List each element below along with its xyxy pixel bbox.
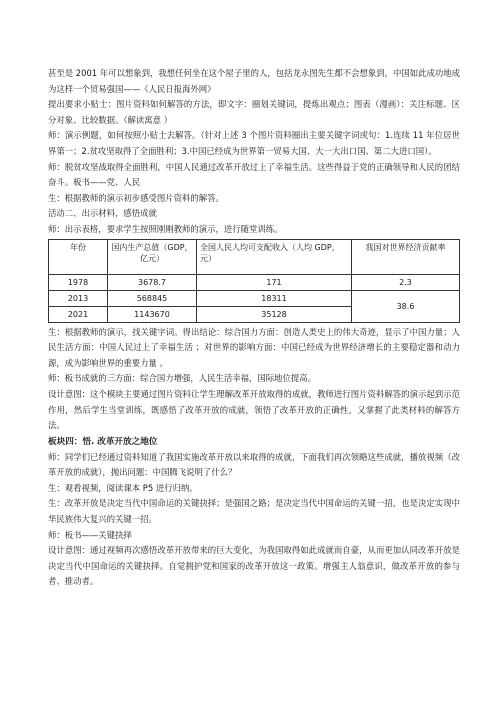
document-page — [48, 66, 460, 590]
table-row — [49, 290, 460, 306]
paragraph: 设计意图：通过视频再次感悟改革开放带来的巨大变化，为我国取得如此成就而自豪，从而更加认同改革开放是决定当代中国命运的关键抉择。自觉拥护党和国家的改革开放这一政策。增强主人翁意识，做改革开放的参与者、推动者。 — [48, 545, 460, 587]
section-heading: 板块四：悟. 改革开放之地位 — [48, 436, 158, 447]
data-table — [48, 239, 460, 323]
paragraph: 生：根据教师的演示初步感受图片资料的解答。 — [48, 192, 224, 203]
paragraph: 师：板书成就的三方面：综合国力增强，人民生活幸福，国际地位提高。 — [48, 373, 316, 384]
table-header-cell: 年份 — [49, 239, 108, 274]
table-header-row — [49, 239, 460, 274]
table-cell: 18311 — [197, 290, 352, 306]
table-header-cell: 我国对世界经济贡献率 — [352, 239, 460, 274]
table-cell: 2013 — [49, 290, 108, 306]
table-cell: 1978 — [49, 274, 108, 290]
table-cell: 3678.7 — [108, 274, 197, 290]
paragraph: 师：同学们已经通过资料知道了我国实施改革开放以来取得的成就，下面我们再次领略这些成就，播放视频（改革开放的成就），抛出问题：中国腾飞说明了什么？ — [48, 451, 460, 478]
paragraph: 甚至是 2001 年可以想象到，我想任何坐在这个屋子里的人，包括龙永图先生都不会想象到，中国如此成功地成为这样一个贸易强国——《人民日报海外网》 — [48, 68, 460, 94]
paragraph: 提出要求小贴士：图片资料如何解答的方法，即文字：圈划关键词，提炼出观点；图表（漫画）：关注标题、区分对象、比较数据。（解读寓意 ） — [48, 99, 460, 125]
paragraph: 师：演示例题，如何按照小贴士去解答。（针对上述 3 个图片资料圈出主要关键字词或句：1.连续 11 年位居世界第一；2.贫攻坚取得了全面胜利；3.中国已经成为世界第一贸易大国、大一大出口国、第二大进口国）。 — [48, 130, 460, 156]
table-cell: 2.3 — [352, 274, 460, 290]
paragraph: 师：出示表格，要求学生按照刚刚教师的演示，进行随堂训练。 — [48, 223, 283, 234]
paragraph: 生：根据教师的演示，找关键字词。得出结论：综合国力方面：创造人类史上的伟大奇迹，显示了中国力量；人民生活方面：中国人民过上了幸福生活 ；对世界的影响方面：中国已经成为世界经济增长的主要稳定器和动力源，成为影响世界的重要力量 。 — [48, 326, 460, 368]
paragraph: 师：板书——关键抉择 — [48, 529, 132, 540]
table-cell: 2021 — [49, 306, 108, 322]
table-cell: 171 — [197, 274, 352, 290]
table-cell: 1143670 — [108, 306, 197, 322]
table-header-cell: 全国人民人均可支配收入（人均 GDP，元） — [197, 239, 352, 274]
paragraph: 生：改革开放是决定当代中国命运的关键抉择；是强国之路；是决定当代中国命运的关键一招，也是决定实现中华民族伟大复兴的关键一招。 — [48, 498, 460, 525]
table-cell: 38.6 — [352, 290, 460, 322]
table-row — [49, 274, 460, 290]
activity-title: 活动二、出示材料，感悟成就 — [48, 208, 157, 219]
paragraph: 设计意图：这个模块主要通过图片资料让学生理解改革开放取得的成就，教师进行图片资料解答的演示起到示范作用，然后学生当堂训练，既感悟了改革开放的成就，领悟了改革开放的正确性，又掌握了此类材料的解答方法。 — [48, 388, 460, 431]
table-cell: 568845 — [108, 290, 197, 306]
table-header-cell: 国内生产总值（GDP，亿元） — [108, 239, 197, 274]
table-cell: 35128 — [197, 306, 352, 322]
paragraph: 师：脱贫攻坚战取得全面胜利，中国人民通过改革开放过上了幸福生活。这些得益于党的正确领导和人民的团结奋斗。板书——党、人民 — [48, 161, 460, 188]
paragraph: 生：观看视频，阅读课本 P5 进行归纳。 — [48, 482, 198, 493]
